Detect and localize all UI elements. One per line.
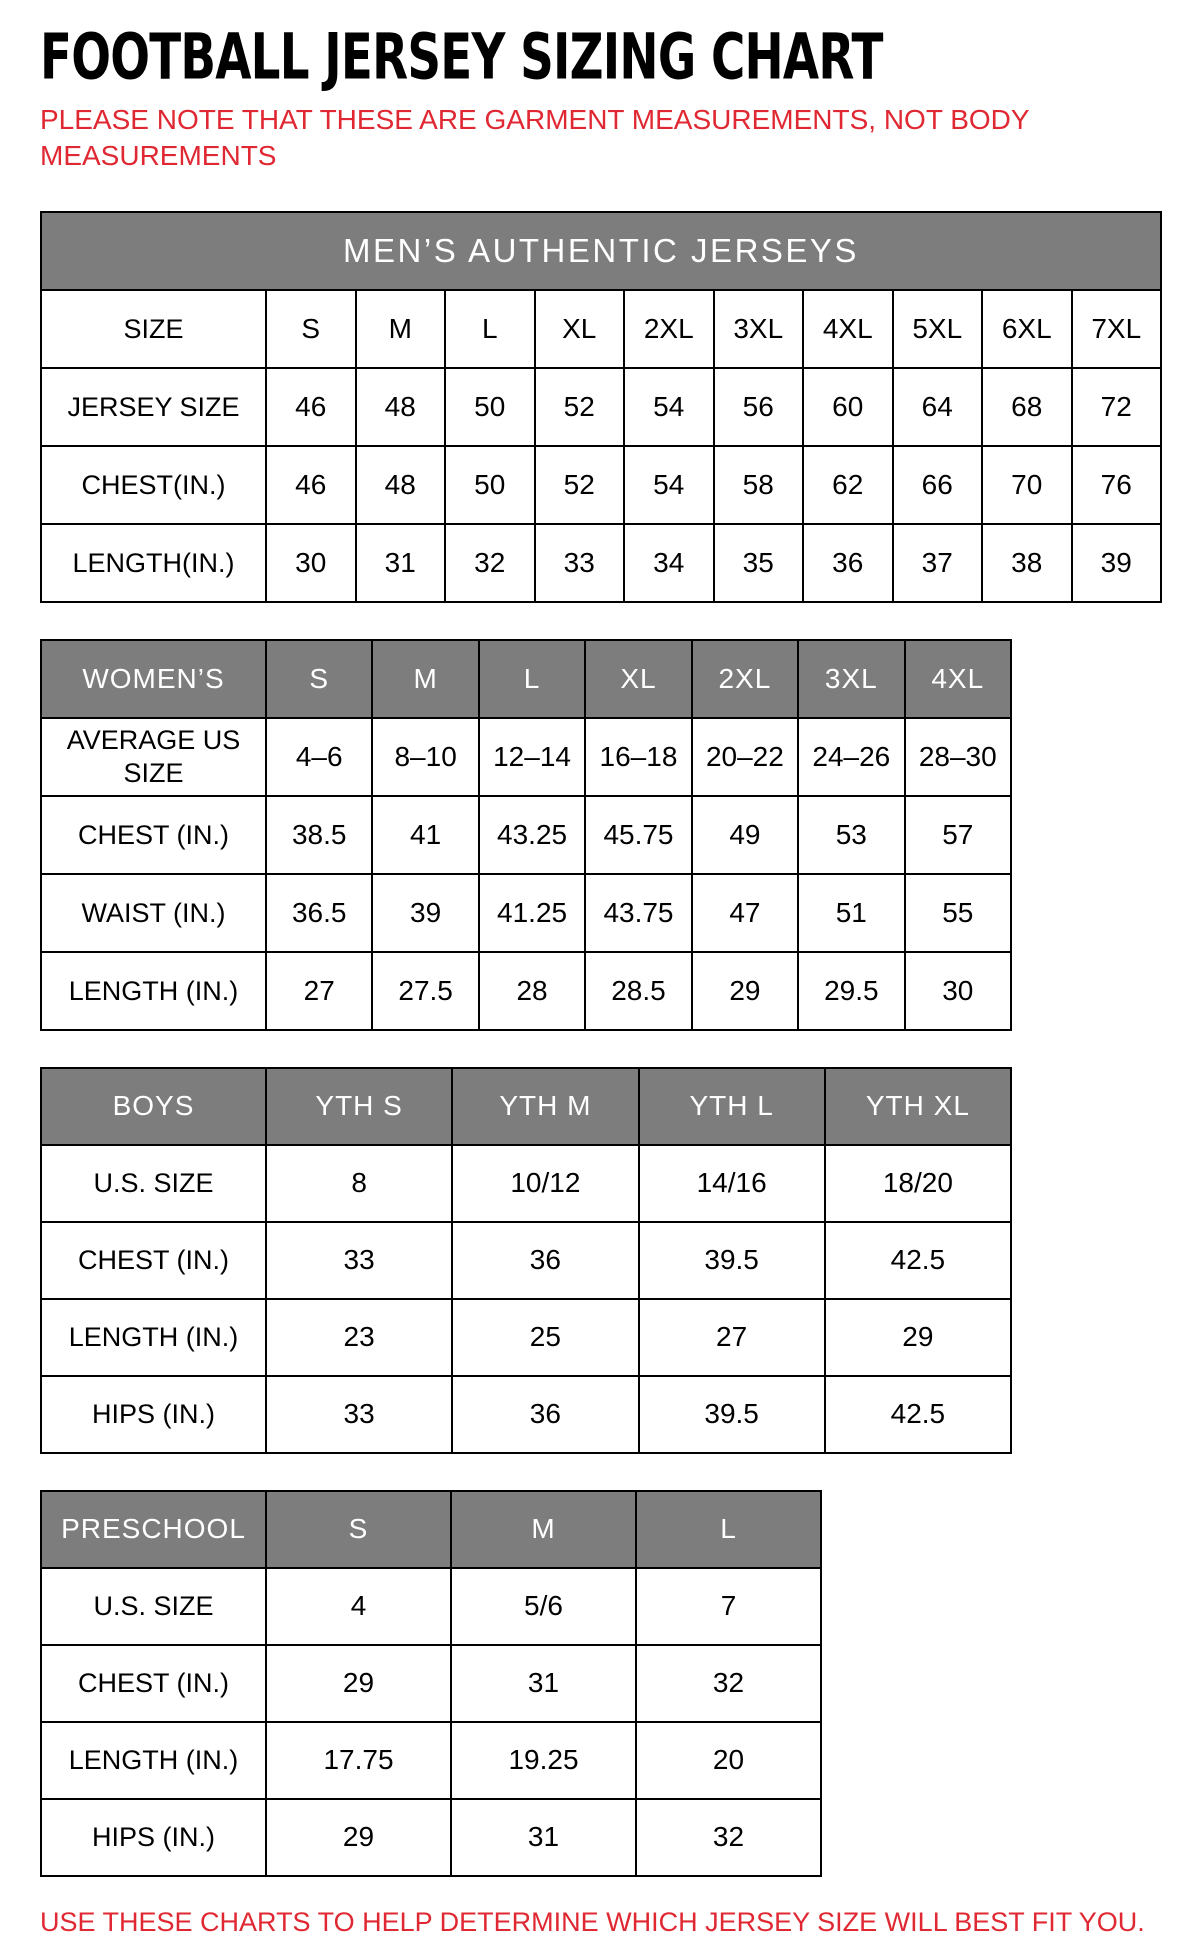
page-title: FOOTBALL JERSEY SIZING CHART xyxy=(40,20,883,95)
mens-banner: MEN’S AUTHENTIC JERSEYS xyxy=(41,212,1161,290)
row-label: U.S. SIZE xyxy=(41,1145,266,1222)
value-cell: 42.5 xyxy=(825,1222,1011,1299)
measurement-note: PLEASE NOTE THAT THESE ARE GARMENT MEASUREMENTS, NOT BODY MEASUREMENTS xyxy=(40,104,1030,172)
value-cell: 33 xyxy=(535,524,625,602)
value-cell: 23 xyxy=(266,1299,452,1376)
table-row xyxy=(41,952,1011,1030)
table-row xyxy=(41,796,1011,874)
value-cell: 31 xyxy=(451,1645,636,1722)
mens-banner-row xyxy=(41,212,1161,290)
value-cell: 49 xyxy=(692,796,798,874)
row-label: LENGTH (IN.) xyxy=(41,1299,266,1376)
mens-table-container xyxy=(40,211,1162,603)
value-cell: 29 xyxy=(825,1299,1011,1376)
value-cell: S xyxy=(266,290,356,368)
value-cell: 18/20 xyxy=(825,1145,1011,1222)
value-cell: 35 xyxy=(714,524,804,602)
value-cell: 38.5 xyxy=(266,796,372,874)
size-column-header: 2XL xyxy=(692,640,798,718)
table-row xyxy=(41,1145,1011,1222)
value-cell: 43.25 xyxy=(479,796,585,874)
value-cell: 60 xyxy=(803,368,893,446)
value-cell: 32 xyxy=(445,524,535,602)
value-cell: 36 xyxy=(803,524,893,602)
value-cell: 64 xyxy=(893,368,983,446)
value-cell: 20–22 xyxy=(692,718,798,796)
boys-table-container xyxy=(40,1067,1162,1454)
row-label: AVERAGE US SIZE xyxy=(41,718,266,796)
value-cell: 57 xyxy=(905,796,1011,874)
value-cell: 24–26 xyxy=(798,718,904,796)
size-column-header: L xyxy=(479,640,585,718)
preschool-sizing-table xyxy=(40,1490,822,1877)
value-cell: 39.5 xyxy=(639,1376,825,1453)
footer-note: USE THESE CHARTS TO HELP DETERMINE WHICH JERSEY SIZE WILL BEST FIT YOU. xyxy=(40,1906,1145,1937)
value-cell: XL xyxy=(535,290,625,368)
table-row xyxy=(41,1799,821,1876)
value-cell: 68 xyxy=(982,368,1072,446)
value-cell: 41.25 xyxy=(479,874,585,952)
table-row xyxy=(41,718,1011,796)
preschool-header-row xyxy=(41,1491,821,1568)
value-cell: 48 xyxy=(356,368,446,446)
size-column-header: YTH XL xyxy=(825,1068,1011,1145)
womens-header-row xyxy=(41,640,1011,718)
boys-header-label: BOYS xyxy=(41,1068,266,1145)
table-row xyxy=(41,1222,1011,1299)
womens-sizing-table xyxy=(40,639,1012,1031)
value-cell: 37 xyxy=(893,524,983,602)
value-cell: 3XL xyxy=(714,290,804,368)
size-column-header: L xyxy=(636,1491,821,1568)
value-cell: 33 xyxy=(266,1376,452,1453)
value-cell: 14/16 xyxy=(639,1145,825,1222)
value-cell: 4 xyxy=(266,1568,451,1645)
value-cell: 54 xyxy=(624,368,714,446)
value-cell: 7 xyxy=(636,1568,821,1645)
row-label: CHEST (IN.) xyxy=(41,1645,266,1722)
value-cell: 29.5 xyxy=(798,952,904,1030)
table-row xyxy=(41,524,1161,602)
size-column-header: 3XL xyxy=(798,640,904,718)
value-cell: 51 xyxy=(798,874,904,952)
row-label: CHEST (IN.) xyxy=(41,1222,266,1299)
size-column-header: YTH L xyxy=(639,1068,825,1145)
value-cell: 28–30 xyxy=(905,718,1011,796)
value-cell: 16–18 xyxy=(585,718,691,796)
value-cell: 39 xyxy=(1072,524,1162,602)
value-cell: 52 xyxy=(535,446,625,524)
value-cell: 8 xyxy=(266,1145,452,1222)
table-row xyxy=(41,874,1011,952)
value-cell: 39.5 xyxy=(639,1222,825,1299)
value-cell: 56 xyxy=(714,368,804,446)
value-cell: 27.5 xyxy=(372,952,478,1030)
value-cell: 31 xyxy=(451,1799,636,1876)
value-cell: 32 xyxy=(636,1799,821,1876)
table-row xyxy=(41,1645,821,1722)
table-row xyxy=(41,1722,821,1799)
value-cell: 25 xyxy=(452,1299,638,1376)
size-column-header: S xyxy=(266,1491,451,1568)
womens-header-label: WOMEN’S xyxy=(41,640,266,718)
value-cell: 5/6 xyxy=(451,1568,636,1645)
value-cell: 31 xyxy=(356,524,446,602)
value-cell: 39 xyxy=(372,874,478,952)
value-cell: 58 xyxy=(714,446,804,524)
value-cell: 28 xyxy=(479,952,585,1030)
size-column-header: YTH M xyxy=(452,1068,638,1145)
row-label: LENGTH (IN.) xyxy=(41,952,266,1030)
value-cell: L xyxy=(445,290,535,368)
value-cell: 5XL xyxy=(893,290,983,368)
row-label: WAIST (IN.) xyxy=(41,874,266,952)
value-cell: 29 xyxy=(692,952,798,1030)
value-cell: 66 xyxy=(893,446,983,524)
size-column-header: M xyxy=(451,1491,636,1568)
value-cell: 27 xyxy=(266,952,372,1030)
value-cell: 53 xyxy=(798,796,904,874)
value-cell: 32 xyxy=(636,1645,821,1722)
value-cell: 30 xyxy=(266,524,356,602)
row-label: CHEST(IN.) xyxy=(41,446,266,524)
value-cell: 4–6 xyxy=(266,718,372,796)
table-row xyxy=(41,1376,1011,1453)
value-cell: 36 xyxy=(452,1376,638,1453)
row-label: HIPS (IN.) xyxy=(41,1376,266,1453)
value-cell: 52 xyxy=(535,368,625,446)
row-label: SIZE xyxy=(41,290,266,368)
value-cell: 42.5 xyxy=(825,1376,1011,1453)
value-cell: 36.5 xyxy=(266,874,372,952)
value-cell: 8–10 xyxy=(372,718,478,796)
value-cell: 50 xyxy=(445,368,535,446)
value-cell: 19.25 xyxy=(451,1722,636,1799)
value-cell: M xyxy=(356,290,446,368)
value-cell: 62 xyxy=(803,446,893,524)
value-cell: 47 xyxy=(692,874,798,952)
value-cell: 55 xyxy=(905,874,1011,952)
value-cell: 45.75 xyxy=(585,796,691,874)
value-cell: 46 xyxy=(266,368,356,446)
value-cell: 72 xyxy=(1072,368,1162,446)
row-label: LENGTH (IN.) xyxy=(41,1722,266,1799)
value-cell: 36 xyxy=(452,1222,638,1299)
value-cell: 6XL xyxy=(982,290,1072,368)
value-cell: 43.75 xyxy=(585,874,691,952)
table-row xyxy=(41,446,1161,524)
mens-sizing-table xyxy=(40,211,1162,603)
size-column-header: YTH S xyxy=(266,1068,452,1145)
size-column-header: 4XL xyxy=(905,640,1011,718)
row-label: JERSEY SIZE xyxy=(41,368,266,446)
value-cell: 30 xyxy=(905,952,1011,1030)
value-cell: 41 xyxy=(372,796,478,874)
preschool-table-container xyxy=(40,1490,1162,1877)
value-cell: 2XL xyxy=(624,290,714,368)
table-row xyxy=(41,368,1161,446)
value-cell: 46 xyxy=(266,446,356,524)
value-cell: 38 xyxy=(982,524,1072,602)
table-row xyxy=(41,290,1161,368)
value-cell: 20 xyxy=(636,1722,821,1799)
value-cell: 4XL xyxy=(803,290,893,368)
value-cell: 28.5 xyxy=(585,952,691,1030)
row-label: LENGTH(IN.) xyxy=(41,524,266,602)
size-column-header: XL xyxy=(585,640,691,718)
value-cell: 70 xyxy=(982,446,1072,524)
boys-sizing-table xyxy=(40,1067,1012,1454)
table-row xyxy=(41,1568,821,1645)
value-cell: 34 xyxy=(624,524,714,602)
size-column-header: S xyxy=(266,640,372,718)
boys-header-row xyxy=(41,1068,1011,1145)
value-cell: 54 xyxy=(624,446,714,524)
value-cell: 76 xyxy=(1072,446,1162,524)
size-column-header: M xyxy=(372,640,478,718)
value-cell: 27 xyxy=(639,1299,825,1376)
preschool-header-label: PRESCHOOL xyxy=(41,1491,266,1568)
value-cell: 29 xyxy=(266,1799,451,1876)
value-cell: 29 xyxy=(266,1645,451,1722)
row-label: U.S. SIZE xyxy=(41,1568,266,1645)
value-cell: 33 xyxy=(266,1222,452,1299)
value-cell: 48 xyxy=(356,446,446,524)
table-row xyxy=(41,1299,1011,1376)
womens-table-container xyxy=(40,639,1162,1031)
value-cell: 7XL xyxy=(1072,290,1162,368)
value-cell: 12–14 xyxy=(479,718,585,796)
row-label: CHEST (IN.) xyxy=(41,796,266,874)
value-cell: 10/12 xyxy=(452,1145,638,1222)
value-cell: 50 xyxy=(445,446,535,524)
value-cell: 17.75 xyxy=(266,1722,451,1799)
row-label: HIPS (IN.) xyxy=(41,1799,266,1876)
